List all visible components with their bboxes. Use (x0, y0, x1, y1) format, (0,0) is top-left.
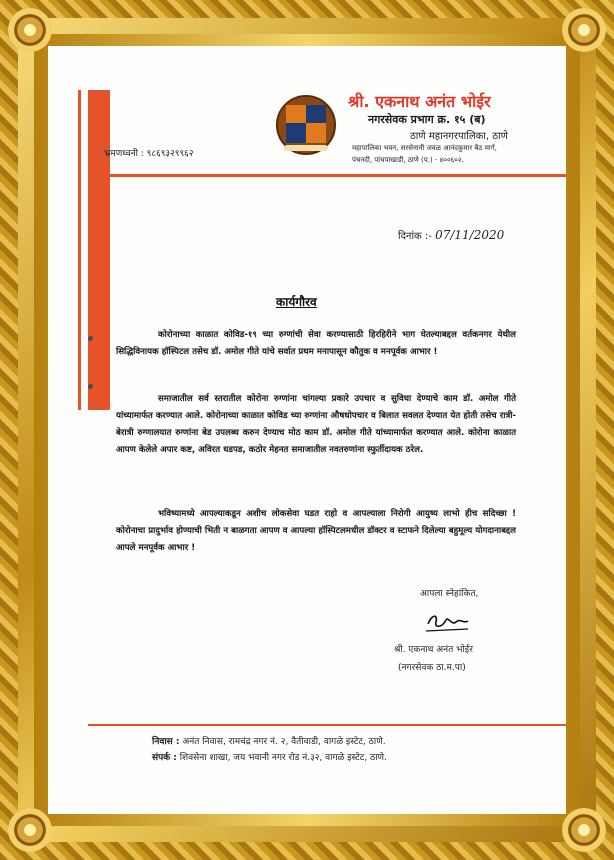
letterhead-address-line1: महापालिका भवन, सरसेनानी जवळ आनंदकुमार बैठ मार्ग, (352, 144, 497, 152)
handwritten-signature (424, 612, 470, 634)
body-paragraph: कोरोनाच्या काळात कोविड-१९ च्या रुग्णांची सेवा करण्यासाठी हिरहिरीने भाग घेतल्याबद्दल वर्तकनगर येथील सिद्धिविनायक हॉस्पिटल तसेच डॉ. अमोल गीते यांचे सर्वात प्रथम मनापासून कौतुक व मनपूर्वक आभार ! (116, 330, 516, 357)
margin-stripe (88, 90, 110, 410)
punch-hole-icon (88, 336, 93, 341)
margin-stripe-thin (78, 90, 81, 410)
footer-contact (152, 750, 387, 763)
corner-ornament-icon (562, 8, 606, 52)
letterhead-phone: भ्रमणध्वनी : ९८६९३२९९६२ (104, 149, 194, 159)
footer-residence (152, 734, 386, 747)
signatory-role: (नगरसेवक ठा.म.पा) (398, 663, 466, 673)
footer-divider (88, 724, 566, 726)
corner-ornament-icon (8, 8, 52, 52)
footer-contact-text: शिवसेना शाखा, जय भवानी नगर रोड नं.३२, वागळे इस्टेट, ठाणे. (179, 753, 387, 763)
letterhead-designation: नगरसेवक प्रभाग क्र. १५ (ब) (368, 113, 486, 126)
signatory-name: श्री. एकनाथ अनंत भोईर (394, 645, 473, 655)
date-line (398, 228, 504, 242)
header-divider (88, 174, 566, 177)
corner-ornament-icon (8, 808, 52, 852)
letterhead-corporation: ठाणे महानगरपालिका, ठाणे (410, 131, 508, 142)
body-paragraph: समाजातील सर्व स्तरातील कोरोना रुग्णांना चांगल्या प्रकारे उपचार व सुविधा देण्याचे काम डॉ. अमोल गीते यांच्यामार्फत करण्यात आले. कोरोनाच्या काळात कोविड च्या रुग्णांना औषधोपचार व बिलात सवलत देण्यात येत होती तसेच रात्री-बेरात्री रुग्णालयात रुग्णांना बेड उपलब्ध करुन देण्याच मोठ काम डॉ. अमोल गीते यांच्यामार्फत करण्यात आले. कोरोना काळात आपण केलेले अपार कष्ट, अविरत धडपड, कठोर मेहनत समाजातील नवतरुणांना स्फुर्तीदायक ठरेल. (116, 394, 516, 455)
corner-ornament-icon (562, 808, 606, 852)
punch-hole-icon (88, 384, 93, 389)
footer-contact-label: संपर्क : (152, 753, 177, 763)
letter-title: कार्यगौरव (276, 295, 317, 309)
letter-paper (48, 46, 566, 814)
body-paragraph: भविष्यामध्ये आपल्याकडून अशीच लोकसेवा घडत राहो व आपल्याला निरोगी आयुष्य लाभो हीच सदिच्छा ! कोरोनाचा प्रादुर्भाव होण्याची भिती न बाळगता आपण व आपल्या हॉस्पिटलमधील डॉक्टर व स्टाफने दिलेल्या बहुमूल्य योगदानाबद्दल आपले मनपूर्वक आभार ! (116, 509, 517, 553)
date-value: 07/11/2020 (435, 228, 505, 242)
closing-salutation: आपला स्नेहांकित, (420, 589, 479, 599)
letterhead-address-line2: पंचनदी, पांचपाखाडी, ठाणे (प.) - ४००६०२. (352, 156, 464, 164)
footer-residence-text: अनंत निवास, रामचंद्र नगर नं. २, वैतीवाडी, वागळे इस्टेट, ठाणे. (182, 737, 386, 747)
footer-residence-label: निवास : (152, 737, 180, 747)
letterhead-name: श्री. एकनाथ अनंत भोईर (348, 92, 491, 111)
date-label: दिनांक :- (398, 231, 432, 242)
emblem-logo-icon (276, 95, 336, 155)
